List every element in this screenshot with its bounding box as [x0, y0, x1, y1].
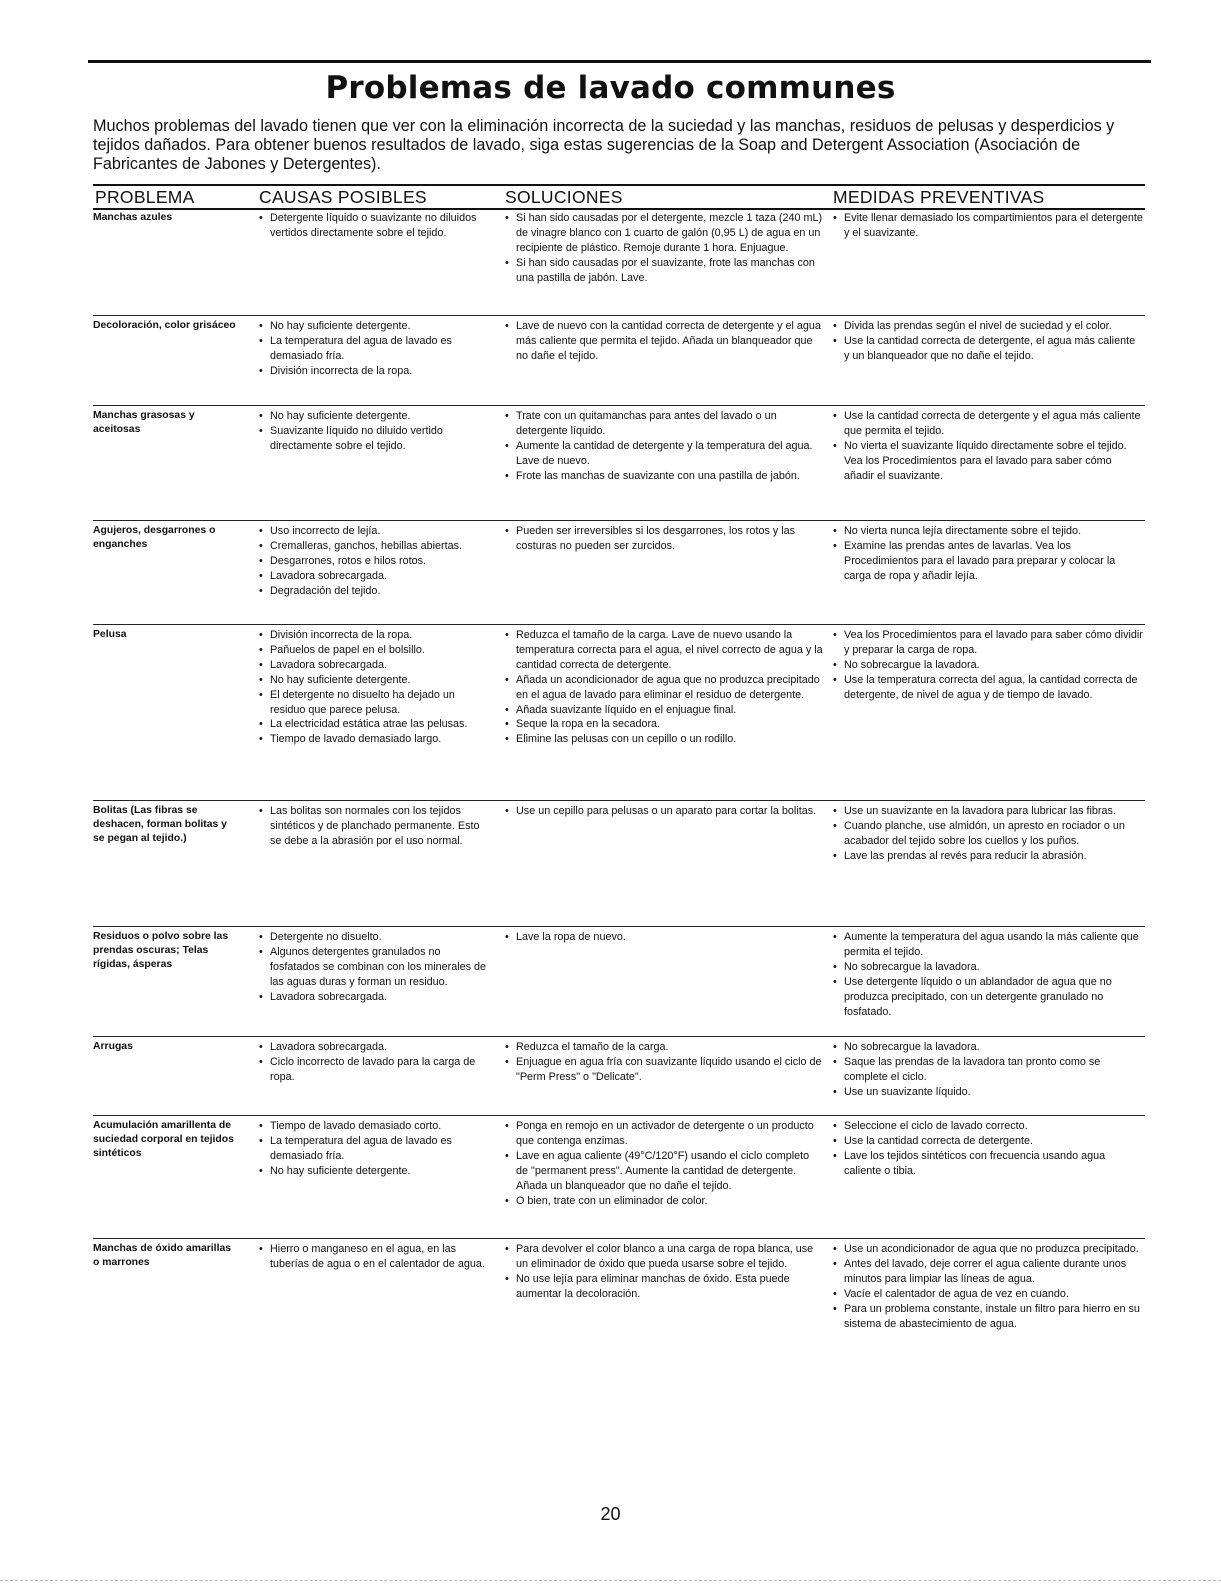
causas-list [259, 628, 487, 747]
soluciones-list [505, 1040, 823, 1085]
list-item: • Evite llenar demasiado los compartimientos para el detergente y el suavizante. [833, 211, 1143, 241]
list-item: • Elimine las pelusas con un cepillo o un rodillo. [505, 732, 823, 747]
intro-paragraph: Muchos problemas del lavado tienen que ver con la eliminación incorrecta de la suciedad y las manchas, residuos de pelusas y desperdicios y tejidos dañados. Para obtener buenos resultados de lavado, siga estas sugerencias de la Soap and Detergent Association (Asociación de Fabricantes de Jabones y Detergentes). [93, 117, 1115, 173]
causes-cell [259, 211, 487, 241]
solutions-cell [505, 804, 823, 819]
header-soluciones: SOLUCIONES [505, 187, 623, 207]
soluciones-list [505, 930, 823, 945]
causas-list [259, 319, 487, 379]
solutions-cell [505, 1040, 823, 1085]
list-item: • Las bolitas son normales con los tejidos sintéticos y de planchado permanente. Esto se debe a la abrasión por el uso normal. [259, 804, 487, 849]
list-item: • Lave los tejidos sintéticos con frecuencia usando agua caliente o tibia. [833, 1149, 1143, 1179]
list-item: • Aumente la cantidad de detergente y la temperatura del agua. Lave de nuevo. [505, 439, 823, 469]
medidas-list [833, 804, 1143, 864]
list-item: • Use la cantidad correcta de detergente y el agua más caliente que permita el tejido. [833, 409, 1143, 439]
list-item: • No sobrecargue la lavadora. [833, 658, 1143, 673]
list-item: • División incorrecta de la ropa. [259, 364, 487, 379]
prevention-cell [833, 524, 1143, 584]
table-row [93, 800, 1145, 927]
table-row [93, 315, 1145, 406]
list-item: • La temperatura del agua de lavado es demasiado fría. [259, 1134, 487, 1164]
page-number: 20 [600, 1504, 621, 1524]
list-item: • Use un acondicionador de agua que no produzca precipitado. [833, 1242, 1143, 1257]
header-medidas: MEDIDAS PREVENTIVAS [833, 187, 1045, 207]
medidas-list [833, 1119, 1143, 1179]
solutions-cell [505, 319, 823, 364]
list-item: • Use un suavizante en la lavadora para lubricar las fibras. [833, 804, 1143, 819]
medidas-list [833, 319, 1143, 364]
soluciones-list [505, 804, 823, 819]
table-row [93, 405, 1145, 521]
prevention-cell [833, 930, 1143, 1019]
causes-cell [259, 409, 487, 454]
list-item: • Tiempo de lavado demasiado corto. [259, 1119, 487, 1134]
problem-cell: Manchas grasosas y aceitosas [93, 410, 195, 435]
list-item: • Pañuelos de papel en el bolsillo. [259, 643, 487, 658]
list-item: • Para un problema constante, instale un filtro para hierro en su sistema de abastecimiento de agua. [833, 1302, 1143, 1332]
problem-cell: Decoloración, color grisáceo [93, 320, 236, 331]
list-item: • Use la cantidad correcta de detergente. [833, 1134, 1143, 1149]
list-item: • Cuando planche, use almidón, un apresto en rociador o un acabador del tejido sobre los cuellos y los puños. [833, 819, 1143, 849]
list-item: • Suavizante líquido no diluido vertido directamente sobre el tejido. [259, 424, 487, 454]
list-item: • Añada un acondicionador de agua que no produzca precipitado en el agua de lavado para eliminar el residuo de detergente. [505, 673, 823, 703]
list-item: • No hay suficiente detergente. [259, 409, 487, 424]
list-item: • Lavadora sobrecargada. [259, 569, 487, 584]
medidas-list [833, 930, 1143, 1019]
list-item: • Lave la ropa de nuevo. [505, 930, 823, 945]
causas-list [259, 524, 487, 599]
medidas-list [833, 1242, 1143, 1331]
problem-cell: Arrugas [93, 1041, 133, 1052]
solutions-cell [505, 409, 823, 484]
list-item: • Lavadora sobrecargada. [259, 1040, 487, 1055]
medidas-list [833, 524, 1143, 584]
list-item: • Examine las prendas antes de lavarlas. Vea los Procedimientos para el lavado para preparar y colocar la carga de ropa y añadir lejía. [833, 539, 1143, 584]
list-item: • Use la cantidad correcta de detergente, el agua más caliente y un blanqueador que no dañe el tejido. [833, 334, 1143, 364]
list-item: • Algunos detergentes granulados no fosfatados se combinan con los minerales de las aguas duras y forman un residuo. [259, 945, 487, 990]
list-item: • Lavadora sobrecargada. [259, 658, 487, 673]
list-item: • Reduzca el tamaño de la carga. Lave de nuevo usando la temperatura correcta para el agua, el nivel correcto de agua y la cantidad correcta de detergente. [505, 628, 823, 673]
list-item: • O bien, trate con un eliminador de color. [505, 1194, 823, 1209]
table-row [93, 520, 1145, 625]
list-item: • Frote las manchas de suavizante con una pastilla de jabón. [505, 469, 823, 484]
solutions-cell [505, 211, 823, 286]
list-item: • El detergente no disuelto ha dejado un residuo que parece pelusa. [259, 688, 487, 718]
causas-list [259, 1119, 487, 1179]
causes-cell [259, 1040, 487, 1085]
soluciones-list [505, 211, 823, 286]
list-item: • No vierta el suavizante líquido directamente sobre el tejido. Vea los Procedimientos para el lavado para saber cómo añadir el suavizante. [833, 439, 1143, 484]
causes-cell [259, 1119, 487, 1179]
solutions-cell [505, 1242, 823, 1302]
problem-cell: Manchas de óxido amarillas o marrones [93, 1243, 232, 1268]
list-item: • Reduzca el tamaño de la carga. [505, 1040, 823, 1055]
list-item: • No vierta nunca lejía directamente sobre el tejido. [833, 524, 1143, 539]
list-item: • Lave de nuevo con la cantidad correcta de detergente y el agua más caliente que permita el tejido. Añada un blanqueador que no dañe el tejido. [505, 319, 823, 364]
list-item: • No sobrecargue la lavadora. [833, 960, 1143, 975]
list-item: • Degradación del tejido. [259, 584, 487, 599]
table-row [93, 926, 1145, 1037]
prevention-cell [833, 319, 1143, 364]
solutions-cell [505, 524, 823, 554]
solutions-cell [505, 628, 823, 747]
list-item: • Si han sido causadas por el detergente, mezcle 1 taza (240 mL) de vinagre blanco con 1 cuarto de galón (0,95 L) de agua en un recipiente de plástico. Remoje durante 1 hora. Enjuague. [505, 211, 823, 256]
bottom-rule [0, 1580, 1221, 1581]
list-item: • Tiempo de lavado demasiado largo. [259, 732, 487, 747]
list-item: • La temperatura del agua de lavado es demasiado fría. [259, 334, 487, 364]
list-item: • Use un suavizante líquido. [833, 1085, 1143, 1100]
list-item: • Enjuague en agua fría con suavizante líquido usando el ciclo de "Perm Press" o "Delicate". [505, 1055, 823, 1085]
soluciones-list [505, 524, 823, 554]
list-item: • Trate con un quitamanchas para antes del lavado o un detergente líquido. [505, 409, 823, 439]
soluciones-list [505, 1242, 823, 1302]
prevention-cell [833, 628, 1143, 703]
list-item: • Uso incorrecto de lejía. [259, 524, 487, 539]
table-row [93, 1115, 1145, 1239]
causes-cell [259, 804, 487, 849]
page-title: Problemas de lavado communes [325, 70, 896, 106]
causes-cell [259, 930, 487, 1005]
list-item: • Lave en agua caliente (49°C/120°F) usando el ciclo completo de "permanent press". Aumente la cantidad de detergente. Añada un blanqueador que no dañe el tejido. [505, 1149, 823, 1194]
solutions-cell [505, 930, 823, 945]
table-row [93, 208, 1145, 315]
list-item: • Use detergente líquido o un ablandador de agua que no produzca precipitado, con un detergente granulado no fosfatado. [833, 975, 1143, 1020]
list-item: • Antes del lavado, deje correr el agua caliente durante unos minutos para limpiar las líneas de agua. [833, 1257, 1143, 1287]
list-item: • Para devolver el color blanco a una carga de ropa blanca, use un eliminador de óxido que pueda usarse sobre el tejido. [505, 1242, 823, 1272]
causas-list [259, 1242, 487, 1272]
prevention-cell [833, 211, 1143, 241]
list-item: • Use la temperatura correcta del agua, la cantidad correcta de detergente, de nivel de agua y de tiempo de lavado. [833, 673, 1143, 703]
table-row [93, 1036, 1145, 1116]
list-item: • Vea los Procedimientos para el lavado para saber cómo dividir y preparar la carga de ropa. [833, 628, 1143, 658]
list-item: • Desgarrones, rotos e hilos rotos. [259, 554, 487, 569]
problem-cell: Bolitas (Las fibras se deshacen, forman bolitas y se pegan al tejido.) [93, 805, 227, 844]
prevention-cell [833, 1119, 1143, 1179]
problem-cell: Pelusa [93, 629, 127, 640]
soluciones-list [505, 319, 823, 364]
causas-list [259, 1040, 487, 1085]
list-item: • Ciclo incorrecto de lavado para la carga de ropa. [259, 1055, 487, 1085]
medidas-list [833, 628, 1143, 703]
list-item: • No hay suficiente detergente. [259, 319, 487, 334]
prevention-cell [833, 804, 1143, 864]
list-item: • División incorrecta de la ropa. [259, 628, 487, 643]
soluciones-list [505, 628, 823, 747]
table-header [93, 184, 1145, 210]
causas-list [259, 211, 487, 241]
list-item: • Añada suavizante líquido en el enjuague final. [505, 703, 823, 718]
list-item: • Aumente la temperatura del agua usando la más caliente que permita el tejido. [833, 930, 1143, 960]
causas-list [259, 409, 487, 454]
list-item: • Pueden ser irreversibles si los desgarrones, los rotos y las costuras no pueden ser zurcidos. [505, 524, 823, 554]
problem-cell: Agujeros, desgarrones o enganches [93, 525, 216, 550]
header-causas: CAUSAS POSIBLES [259, 187, 427, 207]
medidas-list [833, 211, 1143, 241]
problem-cell: Residuos o polvo sobre las prendas oscuras; Telas rígidas, ásperas [93, 931, 229, 970]
header-problema: PROBLEMA [95, 187, 195, 207]
list-item: • Cremalleras, ganchos, hebillas abiertas. [259, 539, 487, 554]
list-item: • Divida las prendas según el nivel de suciedad y el color. [833, 319, 1143, 334]
causes-cell [259, 628, 487, 747]
medidas-list [833, 1040, 1143, 1100]
causas-list [259, 930, 487, 1005]
problem-cell: Acumulación amarillenta de suciedad corporal en tejidos sintéticos [93, 1120, 234, 1159]
problem-cell: Manchas azules [93, 212, 173, 223]
list-item: • Seleccione el ciclo de lavado correcto. [833, 1119, 1143, 1134]
list-item: • No hay suficiente detergente. [259, 673, 487, 688]
soluciones-list [505, 1119, 823, 1208]
causes-cell [259, 1242, 487, 1272]
list-item: • La electricidad estática atrae las pelusas. [259, 717, 487, 732]
list-item: • Seque la ropa en la secadora. [505, 717, 823, 732]
list-item: • Lavadora sobrecargada. [259, 990, 487, 1005]
prevention-cell [833, 1040, 1143, 1100]
medidas-list [833, 409, 1143, 484]
list-item: • No hay suficiente detergente. [259, 1164, 487, 1179]
list-item: • No use lejía para eliminar manchas de óxido. Esta puede aumentar la decoloración. [505, 1272, 823, 1302]
causes-cell [259, 524, 487, 599]
list-item: • Lave las prendas al revés para reducir la abrasión. [833, 849, 1143, 864]
prevention-cell [833, 409, 1143, 484]
top-rule [88, 60, 1151, 63]
list-item: • Detergente líquido o suavizante no diluidos vertidos directamente sobre el tejido. [259, 211, 487, 241]
list-item: • Hierro o manganeso en el agua, en las tuberías de agua o en el calentador de agua. [259, 1242, 487, 1272]
prevention-cell [833, 1242, 1143, 1331]
soluciones-list [505, 409, 823, 484]
list-item: • No sobrecargue la lavadora. [833, 1040, 1143, 1055]
list-item: • Use un cepillo para pelusas o un aparato para cortar la bolitas. [505, 804, 823, 819]
list-item: • Detergente no disuelto. [259, 930, 487, 945]
list-item: • Ponga en remojo en un activador de detergente o un producto que contenga enzimas. [505, 1119, 823, 1149]
list-item: • Saque las prendas de la lavadora tan pronto como se complete el ciclo. [833, 1055, 1143, 1085]
causas-list [259, 804, 487, 849]
table-row [93, 1238, 1145, 1459]
solutions-cell [505, 1119, 823, 1208]
causes-cell [259, 319, 487, 379]
list-item: • Si han sido causadas por el suavizante, frote las manchas con una pastilla de jabón. Lave. [505, 256, 823, 286]
table-row [93, 624, 1145, 801]
list-item: • Vacíe el calentador de agua de vez en cuando. [833, 1287, 1143, 1302]
